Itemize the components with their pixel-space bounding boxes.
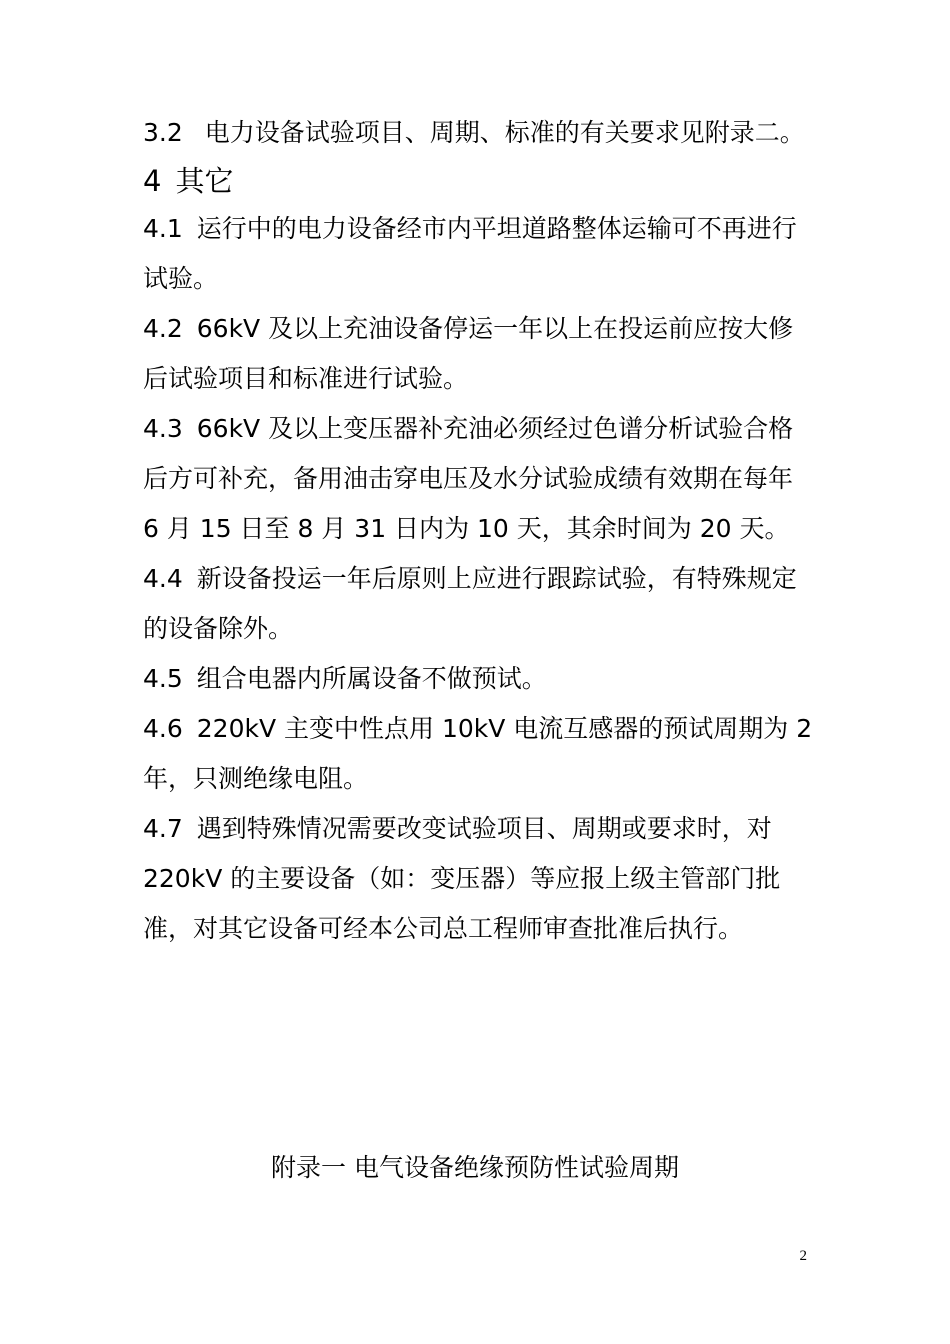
paragraph-text: 运行中的电力设备经市内平坦道路整体运输可不再进行试验。 <box>143 214 797 293</box>
section-number: 3.2 <box>143 118 183 147</box>
section-number: 4.1 <box>143 214 183 243</box>
section-number: 4 <box>143 164 162 198</box>
section-number: 4.3 <box>143 414 183 443</box>
page-number: 2 <box>799 1248 807 1264</box>
paragraph-text: 电力设备试验项目、周期、标准的有关要求见附录二。 <box>196 118 805 147</box>
section-number: 4.2 <box>143 314 183 343</box>
paragraph-text: 66kV 及以上变压器补充油必须经过色谱分析试验合格后方可补充，备用油击穿电压及水分试验成绩有效期在每年 6 月 15 日至 8 月 31 日内为 10 天，其余时间为 20 天。 <box>143 414 794 543</box>
paragraph-4-1 <box>143 204 813 304</box>
paragraph-text: 遇到特殊情况需要改变试验项目、周期或要求时，对 220kV 的主要设备（如：变压器）等应报上级主管部门批准，对其它设备可经本公司总工程师审查批准后执行。 <box>143 814 781 943</box>
section-number: 4.5 <box>143 664 183 693</box>
paragraph-4-2 <box>143 304 813 404</box>
paragraph-4-3 <box>143 404 813 554</box>
paragraph-3-2 <box>143 108 813 158</box>
section-number: 4.6 <box>143 714 183 743</box>
document-body <box>143 108 813 954</box>
paragraph-text: 220kV 主变中性点用 10kV 电流互感器的预试周期为 2 年，只测绝缘电阻。 <box>143 714 813 793</box>
paragraph-4-7 <box>143 804 813 954</box>
paragraph-text: 组合电器内所属设备不做预试。 <box>196 664 547 693</box>
heading-text: 其它 <box>175 164 234 198</box>
section-number: 4.7 <box>143 814 183 843</box>
section-number: 4.4 <box>143 564 183 593</box>
paragraph-4-4 <box>143 554 813 654</box>
paragraph-4-6 <box>143 704 813 804</box>
section-heading-4 <box>143 158 813 204</box>
appendix-title: 附录一 电气设备绝缘预防性试验周期 <box>271 1153 679 1182</box>
paragraph-4-5 <box>143 654 813 704</box>
paragraph-text: 66kV 及以上充油设备停运一年以上在投运前应按大修后试验项目和标准进行试验。 <box>143 314 794 393</box>
paragraph-text: 新设备投运一年后原则上应进行跟踪试验，有特殊规定的设备除外。 <box>143 564 797 643</box>
